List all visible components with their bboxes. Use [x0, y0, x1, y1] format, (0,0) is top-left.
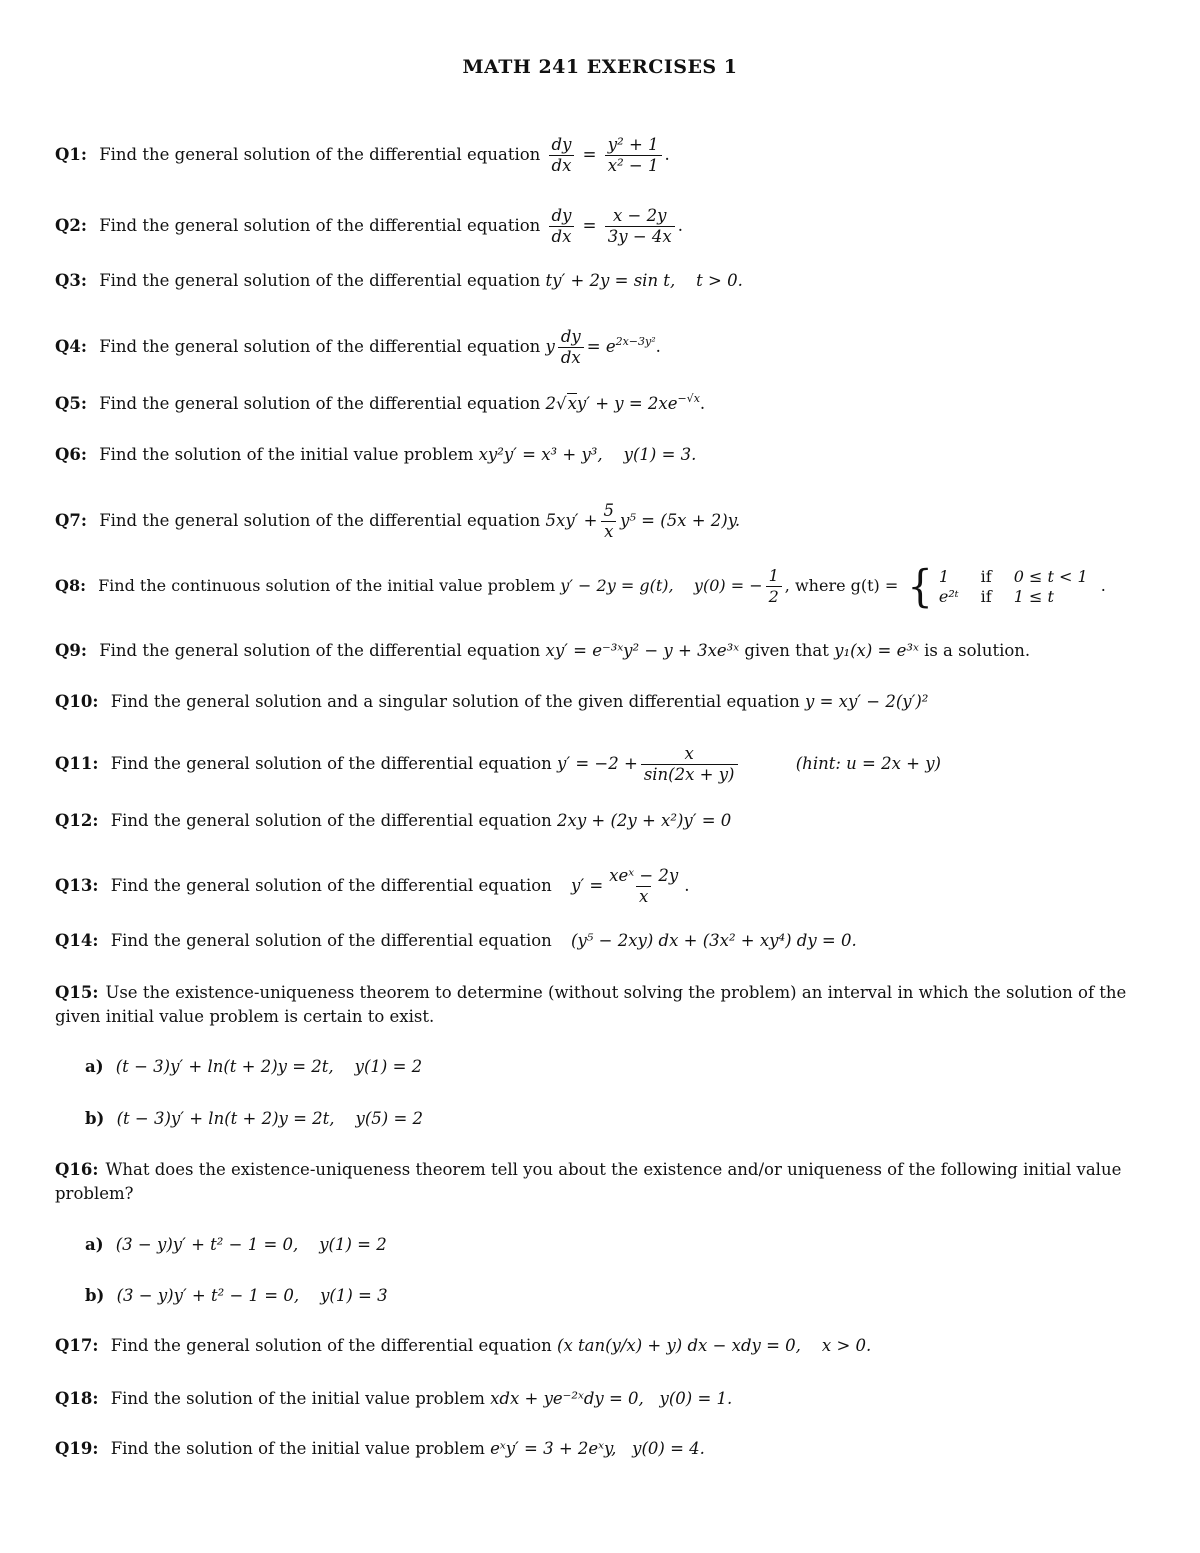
- question-label: Q19:: [55, 1439, 99, 1458]
- question-label: Q8:: [55, 576, 86, 595]
- question-text: Find the general solution of the differential equation: [99, 641, 541, 660]
- fraction: $\frac{dy}{dx}$: [558, 327, 584, 368]
- question-13: Q13: Find the general solution of the differential equation y′ = $\frac{\text{xeˣ − 2y}}{x}$ .: [55, 866, 690, 906]
- question-text: Find the general solution of the differential equation: [99, 337, 541, 356]
- question-14: [55, 929, 857, 953]
- question-text: Find the general solution of the differential equation: [110, 1336, 552, 1355]
- left-brace: {: [907, 561, 933, 612]
- question-18: [55, 1387, 732, 1411]
- question-text: Find the general solution of the differential equation: [99, 271, 541, 290]
- equation: (x tan(y/x) + y) dx − xdy = 0, x > 0.: [557, 1336, 872, 1355]
- question-15: [55, 981, 1150, 1029]
- question-5: Q5: Find the general solution of the differential equation $2√xy' + y = 2xe^{-√x}$.: [55, 392, 706, 413]
- question-label: Q6:: [55, 445, 87, 464]
- question-text: Find the general solution of the differential equation: [110, 754, 552, 773]
- equation: xdx + ye⁻²ˣdy = 0, y(0) = 1.: [490, 1389, 733, 1408]
- question-text: Find the general solution of the differential equation: [110, 811, 552, 830]
- question-9: Q9: Find the general solution of the differential equation xy′ = e⁻³ˣy² − y + 3xe³ˣ given that y₁(x) = e³ˣ is a solution.: [55, 641, 1031, 660]
- equation: eˣy′ = 3 + 2eˣy, y(0) = 4.: [490, 1439, 705, 1458]
- fraction: $\frac{dy}{dx}$: [549, 206, 575, 247]
- question-label: Q5:: [55, 394, 87, 413]
- question-label: Q15:: [55, 983, 99, 1002]
- question-8: Q8: Find the continuous solution of the initial value problem y′ − 2y = g(t), y(0) = − $\frac{1}{2}$ , where g(t) = { 1 if 0 ≤ t < 1 e²ᵗ if 1 ≤ t .: [55, 561, 1106, 612]
- question-16-part-a: a) (3 − y)y′ + t² − 1 = 0, y(1) = 2: [85, 1235, 387, 1254]
- question-label: Q18:: [55, 1389, 99, 1408]
- fraction: $\frac{\text{xeˣ − 2y}}{x}$: [609, 866, 679, 906]
- fraction: $\frac{x}{\sin(2x + y)}$: [641, 744, 738, 785]
- question-label: Q2:: [55, 216, 87, 235]
- question-16-part-b: b) (3 − y)y′ + t² − 1 = 0, y(1) = 3: [85, 1286, 388, 1305]
- question-1: Q1: Find the general solution of the differential equation $\frac{dy}{dx}$ = $\frac{\text{y² + 1}}{\text{x² − 1}}$ .: [55, 135, 670, 175]
- question-text: Find the continuous solution of the initial value problem: [98, 576, 556, 595]
- question-text: Find the general solution of the differential equation: [99, 511, 541, 530]
- question-label: Q9:: [55, 641, 87, 660]
- question-label: Q4:: [55, 337, 87, 356]
- hint: (hint: u = 2x + y): [795, 754, 941, 773]
- question-label: Q16:: [55, 1160, 99, 1179]
- question-label: Q7:: [55, 511, 87, 530]
- fraction: $\frac{x - 2y}{3y - 4x}$: [605, 206, 675, 247]
- question-text: Use the existence-uniqueness theorem to determine (without solving the problem) an interval in which the solution of the given initial value problem is certain to exist.: [55, 983, 1127, 1026]
- question-10: [55, 690, 928, 714]
- question-text: What does the existence-uniqueness theorem tell you about the existence and/or uniqueness of the following initial value problem?: [55, 1160, 1122, 1203]
- question-text: Find the general solution of the differential equation: [110, 931, 552, 950]
- fraction: $\frac{\text{y² + 1}}{\text{x² − 1}}$: [605, 135, 662, 176]
- question-16: [55, 1158, 1150, 1206]
- question-label: Q1:: [55, 145, 87, 164]
- question-17: [55, 1334, 871, 1358]
- question-text: Find the solution of the initial value problem: [110, 1389, 485, 1408]
- question-text: Find the general solution of the differential equation: [99, 145, 541, 164]
- equation: xy²y′ = x³ + y³, y(1) = 3.: [478, 445, 697, 464]
- question-15-part-a: a) (t − 3)y′ + ln(t + 2)y = 2t, y(1) = 2: [85, 1057, 423, 1076]
- equation: y = xy′ − 2(y′)²: [805, 692, 929, 711]
- question-15-part-b: b) (t − 3)y′ + ln(t + 2)y = 2t, y(5) = 2: [85, 1109, 424, 1128]
- equation: ty′ + 2y = sin t, t > 0.: [545, 271, 743, 290]
- question-text: Find the solution of the initial value problem: [99, 445, 474, 464]
- question-label: Q17:: [55, 1336, 99, 1355]
- question-11: Q11: Find the general solution of the differential equation y′ = −2 + $\frac{x}{\sin(2x + y)}$ (hint: u = 2x + y): [55, 744, 941, 784]
- question-text: Find the general solution of the differential equation: [99, 394, 541, 413]
- question-label: Q11:: [55, 754, 99, 773]
- piecewise-function: { 1 if 0 ≤ t < 1 e²ᵗ if 1 ≤ t: [907, 561, 1088, 612]
- question-7: Q7: Find the general solution of the differential equation 5xy′ + $\frac{5}{x}$ y⁵ = (5x + 2)y.: [55, 501, 741, 541]
- question-4: Q4: Find the general solution of the differential equation y $\frac{dy}{dx}$ = $e^{2x-3y^2}$.: [55, 327, 661, 367]
- question-label: Q10:: [55, 692, 99, 711]
- question-text: Find the general solution of the differential equation: [99, 216, 541, 235]
- page-title: MATH 241 EXERCISES 1: [462, 56, 738, 78]
- question-6: [55, 443, 696, 467]
- question-19: [55, 1437, 705, 1461]
- question-2: Q2: Find the general solution of the differential equation $\frac{dy}{dx}$ = $\frac{x - 2y}{3y - 4x}$ .: [55, 206, 683, 246]
- question-12: [55, 809, 731, 833]
- equation: (y⁵ − 2xy) dx + (3x² + xy⁴) dy = 0.: [571, 931, 857, 950]
- question-text: Find the solution of the initial value problem: [110, 1439, 485, 1458]
- equation: 2xy + (2y + x²)y′ = 0: [557, 811, 732, 830]
- fraction: $\frac{5}{x}$: [601, 501, 618, 542]
- fraction: $\frac{1}{2}$: [766, 566, 782, 607]
- fraction: $\frac{dy}{dx}$: [549, 135, 575, 176]
- question-text: Find the general solution and a singular solution of the given differential equation: [110, 692, 800, 711]
- question-text: Find the general solution of the differential equation: [110, 876, 552, 895]
- question-label: Q14:: [55, 931, 99, 950]
- question-label: Q13:: [55, 876, 99, 895]
- question-label: Q3:: [55, 271, 87, 290]
- question-label: Q12:: [55, 811, 99, 830]
- question-3: [55, 269, 743, 293]
